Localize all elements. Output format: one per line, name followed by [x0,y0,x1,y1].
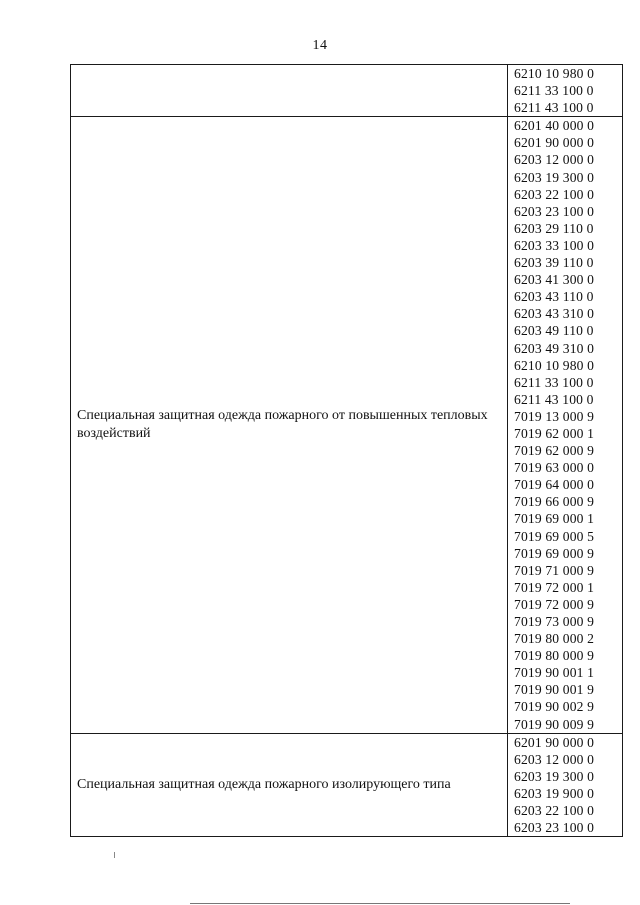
tn-ved-code: 7019 90 001 9 [514,682,595,698]
scan-mark [114,852,115,858]
tn-ved-code: 6203 23 100 0 [514,820,595,836]
tn-ved-code: 6203 23 100 0 [514,203,595,219]
tn-ved-code: 6201 90 000 0 [514,734,595,750]
tn-ved-code: 6203 22 100 0 [514,803,595,819]
tn-ved-code: 6203 12 000 0 [514,152,595,168]
tn-ved-code: 6211 43 100 0 [514,391,594,407]
tn-ved-code: 7019 64 000 0 [514,477,595,493]
tn-ved-code: 6203 29 110 0 [514,220,594,236]
tn-ved-code: 7019 90 001 1 [514,665,595,681]
table-row [71,117,623,733]
tn-ved-code: 7019 80 000 9 [514,648,595,664]
tn-ved-codes-cell [508,117,623,733]
tn-ved-code: 6201 90 000 0 [514,135,595,151]
tn-ved-code: 6203 49 110 0 [514,323,594,339]
table-body [71,65,623,837]
tn-ved-code: 7019 72 000 1 [514,579,595,595]
tn-ved-code: 7019 69 000 9 [514,545,595,561]
tn-ved-code: 6201 40 000 0 [514,118,595,134]
tn-ved-code: 7019 71 000 9 [514,562,595,578]
tn-ved-code: 6203 19 900 0 [514,785,595,801]
tn-ved-code: 7019 80 000 2 [514,631,595,647]
table-row [71,65,623,117]
product-description-cell [71,733,508,837]
tn-ved-code: 6203 43 310 0 [514,306,595,322]
tn-ved-code: 6211 43 100 0 [514,100,594,116]
tn-ved-codes-cell [508,733,623,837]
tn-ved-code: 6203 22 100 0 [514,186,595,202]
product-code-table [70,64,623,837]
tn-ved-code: 7019 69 000 1 [514,511,595,527]
tn-ved-code: 7019 62 000 9 [514,443,595,459]
tn-ved-codes-cell [508,65,623,117]
tn-ved-code: 6203 39 110 0 [514,255,594,271]
tn-ved-code: 7019 62 000 1 [514,425,595,441]
tn-ved-code: 6203 12 000 0 [514,751,595,767]
product-description-cell [71,65,508,117]
tn-ved-code: 7019 72 000 9 [514,596,595,612]
tn-ved-code: 6211 33 100 0 [514,374,594,390]
tn-ved-code: 6203 33 100 0 [514,237,595,253]
tn-ved-code: 6203 19 300 0 [514,768,595,784]
tn-ved-code: 7019 73 000 9 [514,614,595,629]
page-number: 14 [312,38,328,53]
tn-ved-code: 7019 90 009 9 [514,716,595,732]
tn-ved-code: 6210 10 980 0 [514,357,595,373]
table-row [71,733,623,837]
tn-ved-code: 7019 69 000 5 [514,528,595,544]
product-description: Специальная защитная одежда пожарного изолирующего типа [77,776,451,792]
tn-ved-code: 7019 13 000 9 [514,408,595,424]
tn-ved-code: 7019 66 000 9 [514,494,595,510]
scan-bottom-line [190,903,570,904]
tn-ved-code: 6203 43 110 0 [514,289,594,305]
tn-ved-code: 6211 33 100 0 [514,83,594,99]
tn-ved-code: 6203 41 300 0 [514,272,595,288]
tn-ved-code: 6203 19 300 0 [514,169,595,185]
product-description-cell [71,117,508,733]
tn-ved-code: 6210 10 980 0 [514,66,595,81]
product-description: Специальная защитная одежда пожарного от повышенных тепловых воздействий [77,407,488,441]
tn-ved-code: 7019 90 002 9 [514,699,595,715]
tn-ved-code: 6203 49 310 0 [514,340,595,356]
tn-ved-code: 7019 63 000 0 [514,460,595,476]
